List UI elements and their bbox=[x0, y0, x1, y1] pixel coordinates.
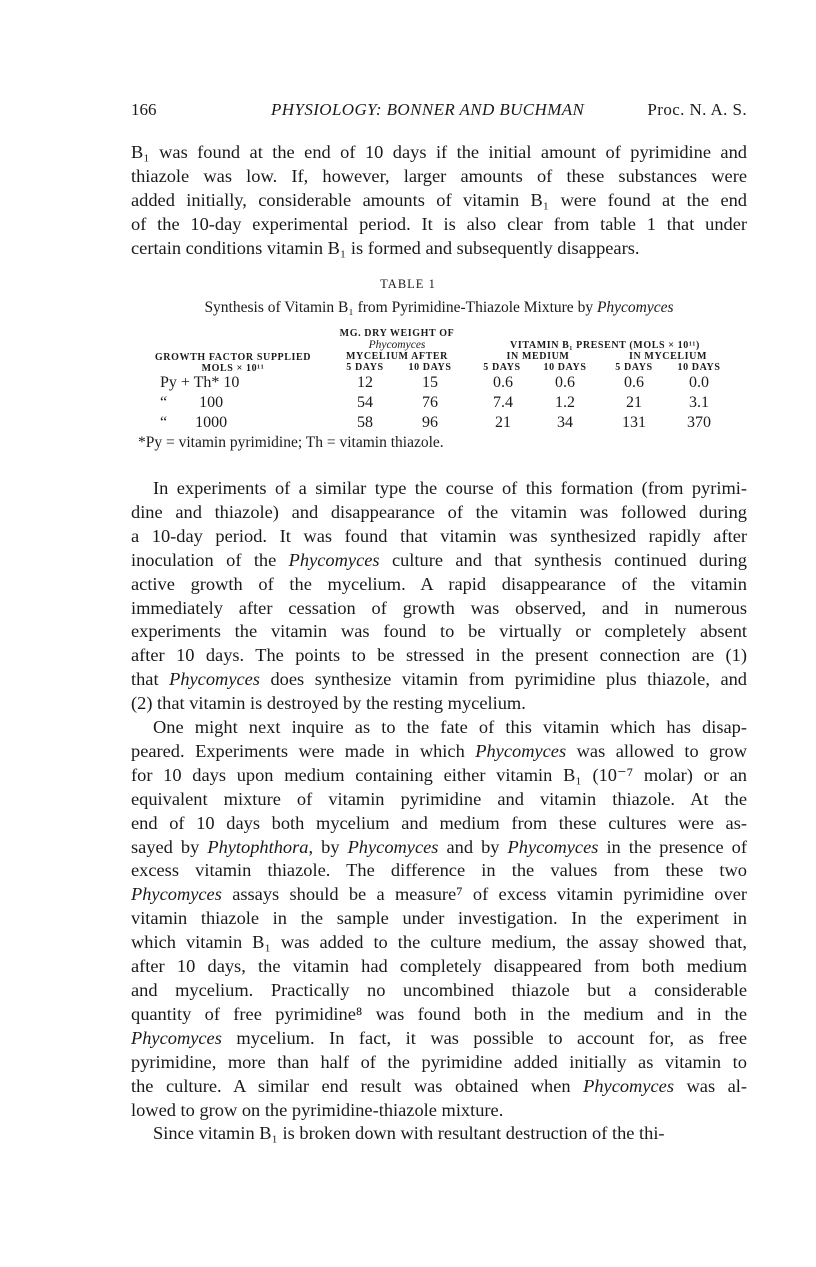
text-line: (2) that vitamin is destroyed by the resting mycelium. bbox=[131, 693, 526, 714]
col-header-growth-factor-units: MOLS × 10¹¹ bbox=[201, 363, 265, 374]
table-cell: 0.6 bbox=[624, 374, 644, 391]
table-cell: 12 bbox=[357, 374, 373, 391]
text-line: dine and thiazole) and disappearance of the vitamin was followed during bbox=[131, 501, 747, 522]
col-header-growth-factor: GROWTH FACTOR SUPPLIED bbox=[154, 352, 312, 363]
col-header-med-10-days: 10 DAYS bbox=[543, 362, 587, 373]
text-line: Since vitamin B₁ is broken down with resultant destruction of the thi- bbox=[153, 1123, 665, 1143]
table-cell: 54 bbox=[357, 394, 373, 411]
text-line: added initially, considerable amounts of vitamin B₁ were found at the end bbox=[131, 189, 747, 210]
table-cell: 0.6 bbox=[555, 374, 575, 391]
table-cell: 34 bbox=[557, 414, 573, 431]
page-number: 166 bbox=[131, 100, 157, 119]
table-row-label: “ 1000 bbox=[160, 414, 228, 431]
text-line: after 10 days. The points to be stressed in the present connection are (1) bbox=[131, 645, 747, 666]
table-cell: 131 bbox=[622, 414, 646, 431]
text-line: immediately after cessation of growth was observed, and in numerous bbox=[131, 597, 747, 618]
col-header-dry-weight-after: MYCELIUM AFTER bbox=[345, 351, 448, 362]
text-line: sayed by Phytophthora, by Phycomyces and by Phycomyces in the presence of bbox=[131, 836, 747, 857]
text-line: active growth of the mycelium. A rapid disappearance of the vitamin bbox=[131, 573, 747, 594]
col-header-in-mycelium: IN MYCELIUM bbox=[629, 351, 707, 362]
text-line: inoculation of the Phycomyces culture and that synthesis continued during bbox=[131, 549, 747, 570]
table-cell: 1.2 bbox=[555, 394, 575, 411]
running-header bbox=[131, 100, 747, 124]
col-header-dw-5-days: 5 DAYS bbox=[346, 362, 384, 373]
body-paragraph bbox=[131, 716, 747, 1122]
table-cell: 21 bbox=[626, 394, 642, 411]
table-cell: 21 bbox=[495, 414, 511, 431]
table-caption: TABLE 1 bbox=[380, 277, 436, 291]
text-line: thiazole was low. If, however, larger amounts of these substances were bbox=[131, 165, 747, 186]
text-line: of the 10-day experimental period. It is also clear from table 1 that under bbox=[131, 213, 747, 234]
table-cell: 0.0 bbox=[689, 374, 709, 391]
text-line: experiments the vitamin was found to be virtually or completely absent bbox=[131, 621, 747, 642]
table-cell: 96 bbox=[422, 414, 438, 431]
table-title: Synthesis of Vitamin B₁ from Pyrimidine-Thiazole Mixture by Phycomyces bbox=[204, 299, 674, 316]
text-line: vitamin thiazole in the sample under investigation. In the experiment in bbox=[131, 908, 747, 929]
journal-abbreviation: Proc. N. A. S. bbox=[647, 100, 747, 119]
text-line: certain conditions vitamin B₁ is formed and subsequently disappears. bbox=[131, 237, 640, 258]
text-line: which vitamin B₁ was added to the culture medium, the assay showed that, bbox=[131, 932, 747, 953]
text-line: equivalent mixture of vitamin pyrimidine and vitamin thiazole. At the bbox=[131, 788, 747, 809]
col-header-dw-10-days: 10 DAYS bbox=[408, 362, 452, 373]
running-title: PHYSIOLOGY: BONNER AND BUCHMAN bbox=[271, 100, 585, 119]
table-cell: 7.4 bbox=[493, 394, 513, 411]
table-cell: 0.6 bbox=[493, 374, 513, 391]
table-row-label: “ 100 bbox=[160, 394, 224, 411]
col-header-myc-10-days: 10 DAYS bbox=[677, 362, 721, 373]
text-line: quantity of free pyrimidine⁸ was found both in the medium and in the bbox=[131, 1003, 747, 1024]
col-header-in-medium: IN MEDIUM bbox=[506, 351, 570, 362]
table-cell: 58 bbox=[357, 414, 373, 431]
col-header-myc-5-days: 5 DAYS bbox=[615, 362, 653, 373]
text-line: pyrimidine, more than half of the pyrimidine added initially as vitamin to bbox=[131, 1051, 747, 1072]
text-line: peared. Experiments were made in which Phycomyces was allowed to grow bbox=[131, 740, 747, 761]
table-footnote: *Py = vitamin pyrimidine; Th = vitamin thiazole. bbox=[138, 434, 444, 451]
table-row-label: Py + Th* 10 bbox=[160, 374, 240, 391]
text-line: excess vitamin thiazole. The difference in the values from these two bbox=[131, 860, 747, 881]
text-line: B₁ was found at the end of 10 days if the initial amount of pyrimidine and bbox=[131, 142, 747, 162]
text-line: lowed to grow on the pyrimidine-thiazole mixture. bbox=[131, 1099, 504, 1120]
col-header-dry-weight-organism: Phycomyces bbox=[368, 339, 426, 351]
col-header-med-5-days: 5 DAYS bbox=[483, 362, 521, 373]
text-line: end of 10 days both mycelium and medium from these cultures were as- bbox=[131, 812, 747, 833]
col-header-dry-weight: MG. DRY WEIGHT OF bbox=[339, 328, 455, 339]
text-line: Phycomyces assays should be a measure⁷ of excess vitamin pyrimidine over bbox=[131, 884, 747, 905]
table-cell: 15 bbox=[422, 374, 438, 391]
table-cell: 370 bbox=[687, 414, 711, 431]
text-line: that Phycomyces does synthesize vitamin from pyrimidine plus thiazole, and bbox=[131, 669, 747, 690]
text-line: One might next inquire as to the fate of this vitamin which has disap- bbox=[153, 717, 747, 737]
body-paragraph bbox=[131, 141, 747, 261]
text-line: the culture. A similar end result was obtained when Phycomyces was al- bbox=[131, 1075, 747, 1096]
col-header-vitamin-present: VITAMIN B₁ PRESENT (MOLS × 10¹¹) bbox=[510, 340, 700, 351]
text-line: and mycelium. Practically no uncombined thiazole but a considerable bbox=[131, 979, 747, 1000]
text-line: a 10-day period. It was found that vitamin was synthesized rapidly after bbox=[131, 525, 747, 546]
text-line: Phycomyces mycelium. In fact, it was possible to account for, as free bbox=[131, 1027, 747, 1048]
text-line: In experiments of a similar type the course of this formation (from pyrimi- bbox=[153, 478, 747, 498]
table-cell: 3.1 bbox=[689, 394, 709, 411]
text-line: for 10 days upon medium containing either vitamin B₁ (10⁻⁷ molar) or an bbox=[131, 764, 747, 785]
body-paragraph bbox=[131, 1122, 747, 1146]
body-paragraph bbox=[131, 477, 747, 716]
table-cell: 76 bbox=[422, 394, 438, 411]
text-line: after 10 days, the vitamin had completely disappeared from both medium bbox=[131, 956, 747, 977]
